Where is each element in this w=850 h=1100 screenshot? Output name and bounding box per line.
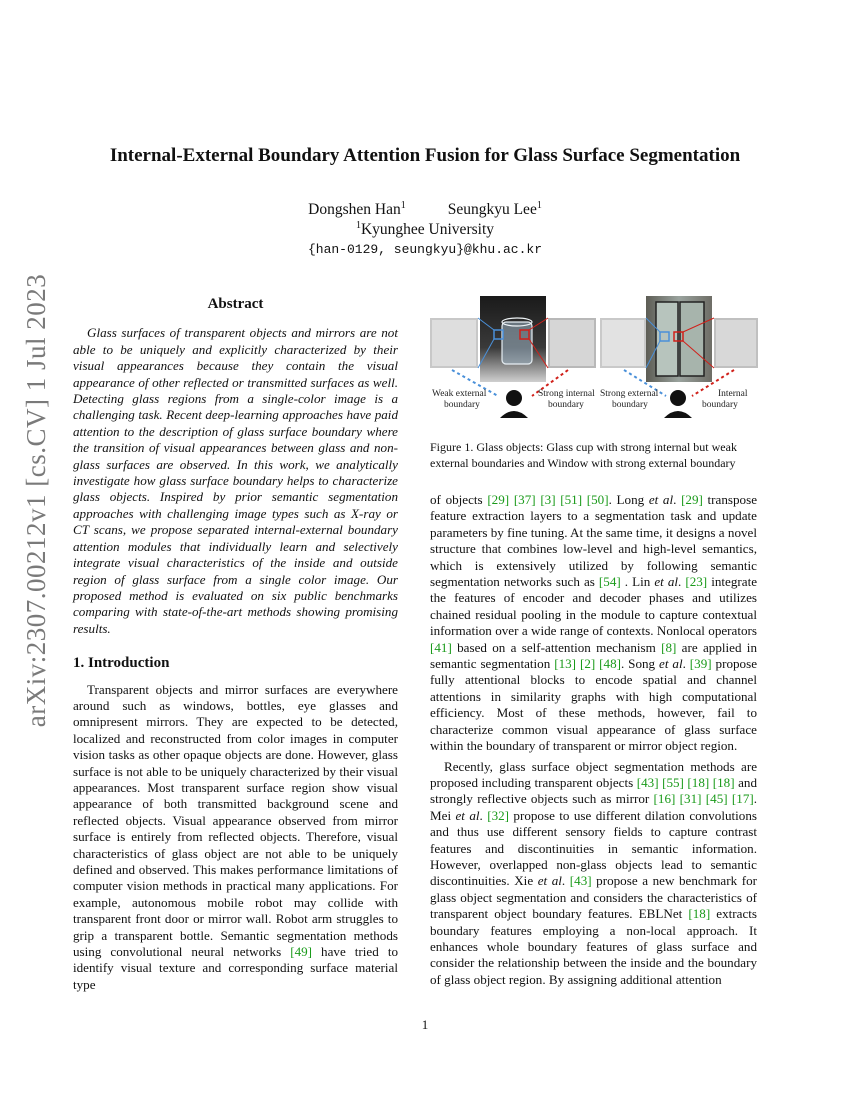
arxiv-id-text: arXiv:2307.00212v1 [cs.CV] 1 Jul 2023 (21, 273, 52, 727)
figure-1-caption: Figure 1. Glass objects: Glass cup with strong internal but weak external boundaries and Window with strong external boundary (430, 440, 737, 470)
citation-link[interactable]: [55] (662, 774, 684, 790)
abstract-heading: Abstract (207, 296, 264, 312)
italic-text: et al (648, 492, 674, 507)
label-internal-line2: boundary (702, 400, 738, 410)
introduction-paragraph: Transparent objects and mirror surfaces are everywhere around such as windows, bottles, eye glasses and omnipresent mirrors. They are expected to be detected, localized and reconstructed from color images in computer vision tasks as other opaque objects are done. However, glass surface is not able to be uniquely characterized by their visual appearances. Most transparent surface region show visual appearance of both transmitted background scene and reflected objects. Visual appearance observed from mirror surface is entirely from reflected objects. Therefore, visual characteristics of glass object are not able to be uniquely defined and observed. This makes performance limitations of computer vision methods in practical many applications. For example, autonomous mobile robot may collide with transparent front door or mirror wall. Robot arm struggles to grip a transparent bottle. Semantic segmentation methods using convolutional neural networks [49] have tried to identify visual texture and corresponding surface material type (73, 681, 398, 992)
author-list (200, 200, 650, 219)
body-paragraph (430, 759, 757, 989)
citation-link[interactable]: [29] (681, 492, 703, 507)
right-column (430, 492, 757, 988)
text-run: . (479, 807, 488, 823)
italic-text: et al (455, 807, 480, 823)
text-run: . Long (608, 492, 649, 507)
italic-text: et al (654, 574, 679, 590)
citation-link[interactable]: [54] (598, 574, 621, 590)
section-heading-introduction: 1. Introduction (73, 655, 170, 672)
citation-link[interactable]: [49] (290, 944, 313, 960)
citation-link[interactable]: [45] (705, 791, 728, 807)
citation-link[interactable]: [39] (689, 656, 712, 672)
citation-link[interactable]: [29] (487, 492, 510, 507)
citation-link[interactable]: [18] (712, 774, 735, 790)
figure-1 (430, 296, 758, 436)
citation-link[interactable]: [13] (554, 656, 577, 672)
paper-title: Internal-External Boundary Attention Fusion for Glass Surface Segmentation (109, 145, 741, 166)
text-run: . (561, 873, 570, 889)
citation-link[interactable]: [32] (487, 807, 510, 823)
text-run: Recently, glass surface object segmentation methods are proposed including transparent objects (430, 758, 757, 790)
label-strong-external-line2: boundary (612, 400, 648, 410)
arxiv-identifier (14, 273, 60, 727)
text-run: . Song (620, 656, 660, 672)
text-run: . (673, 492, 682, 507)
citation-link[interactable]: [37] (513, 492, 536, 507)
citation-link[interactable]: [2] (579, 656, 596, 672)
text-run: are applied in semantic segmentation (430, 639, 757, 672)
text-run: . Lin (620, 574, 655, 590)
text-run: transpose feature extraction layers to a segmentation task and update parameters by fine tuning. At the same time, it designs a novel structure that combines low-level and high-level semantics, which is extensively utilized by following semantic segmentation networks such as (430, 492, 758, 590)
text-run: . (678, 574, 686, 590)
italic-text: et al (537, 873, 562, 889)
citation-link[interactable]: [18] (687, 774, 710, 790)
label-strong-external-line1: Strong external (600, 389, 659, 399)
label-weak-external-line1: Weak external (432, 389, 487, 399)
body-paragraph (430, 492, 757, 755)
page-number: 1 (421, 1017, 429, 1032)
text-run: . Mei (430, 791, 758, 823)
citation-link[interactable]: [16] (653, 791, 676, 807)
citation-link[interactable]: [43] (636, 774, 659, 790)
citation-link[interactable]: [43] (569, 873, 592, 889)
citation-link[interactable]: [50] (586, 492, 609, 507)
citation-link[interactable]: [48] (599, 656, 621, 672)
text-run: propose to use different dilation convolutions and thus use different sensory fields to capture contrast features and discontinuities in semantic information. However, overlapped non-glass objects lead to semantic discontinuities. Xie (430, 807, 757, 889)
citation-link[interactable]: [31] (679, 791, 702, 807)
left-column (73, 296, 398, 993)
affiliation: $^1$Kyunghee University (355, 220, 494, 239)
text-run: propose fully attentional blocks to encode spatial and channel attentions in similarity graphs with high computational efficiency. Most of these methods, however, fail to characterize common visual appearance of glass surface within the boundary of transparent or mirror object region. (430, 656, 757, 754)
text-run: of objects (430, 492, 488, 507)
text-run: . (682, 656, 690, 672)
label-weak-external-line2: boundary (444, 400, 480, 410)
citation-link[interactable]: [17] (731, 791, 754, 807)
citation-link[interactable]: [23] (685, 574, 708, 590)
author: Dongshen Han$^1$ (308, 200, 406, 219)
citation-link[interactable]: [8] (661, 639, 677, 655)
citation-link[interactable]: [3] (540, 492, 556, 507)
citation-link[interactable]: [41] (430, 639, 452, 655)
citation-link[interactable]: [18] (688, 906, 711, 922)
label-strong-internal-line2: boundary (548, 400, 584, 410)
author: Seungkyu Lee$^1$ (447, 200, 542, 219)
label-strong-internal-line1: Strong internal (538, 389, 595, 399)
text-run: and strongly reflective objects such as mirror (430, 774, 758, 807)
text-run: integrate the features of encoder and decoder phases and utilizes chained residual pooling in the module to capture contextual information over a wide range of contexts. Nonlocal operators (430, 574, 758, 639)
label-internal-line1: Internal (718, 389, 748, 399)
figure-1-illustration (430, 296, 758, 436)
citation-link[interactable]: [51] (560, 492, 583, 507)
text-run: extracts boundary features employing a non-local approach. It enhances whole boundary features of glass surface and consider the relationship between the inside and the boundary of glass object region. By assigning additional attention (430, 906, 757, 987)
author-email: {han-0129, seungkyu}@khu.ac.kr (307, 242, 543, 258)
author-block (200, 200, 650, 257)
abstract-text: Glass surfaces of transparent objects and mirrors are not able to be uniquely and explicitly characterized by their visual appearances because they contain the visual appearance of other reflected or transmitted surfaces as well. Detecting glass regions from a single-color image is a challenging task. Recent deep-learning approaches have paid attention to the description of glass surface boundary where the transition of visual appearances between glass and non-glass surfaces are observed. In this work, we analytically investigate how glass surface boundary helps to characterize glass objects. Inspired by prior semantic segmentation approaches with challenging image types such as X-ray or CT scans, we propose separated internal-external boundary attention modules that individually learn and selectively integrate visual characteristics of the inside and outside region of glass surface from a single color image. Our proposed method is evaluated on six public benchmarks comparing with state-of-the-art methods showing promising results. (73, 325, 398, 636)
italic-text: et al (659, 656, 683, 672)
text-run: based on a self-attention mechanism (451, 639, 662, 655)
text-run: propose a new benchmark for glass object segmentation and considers the characteristics of transparent object boundary features. EBLNet (430, 873, 757, 922)
